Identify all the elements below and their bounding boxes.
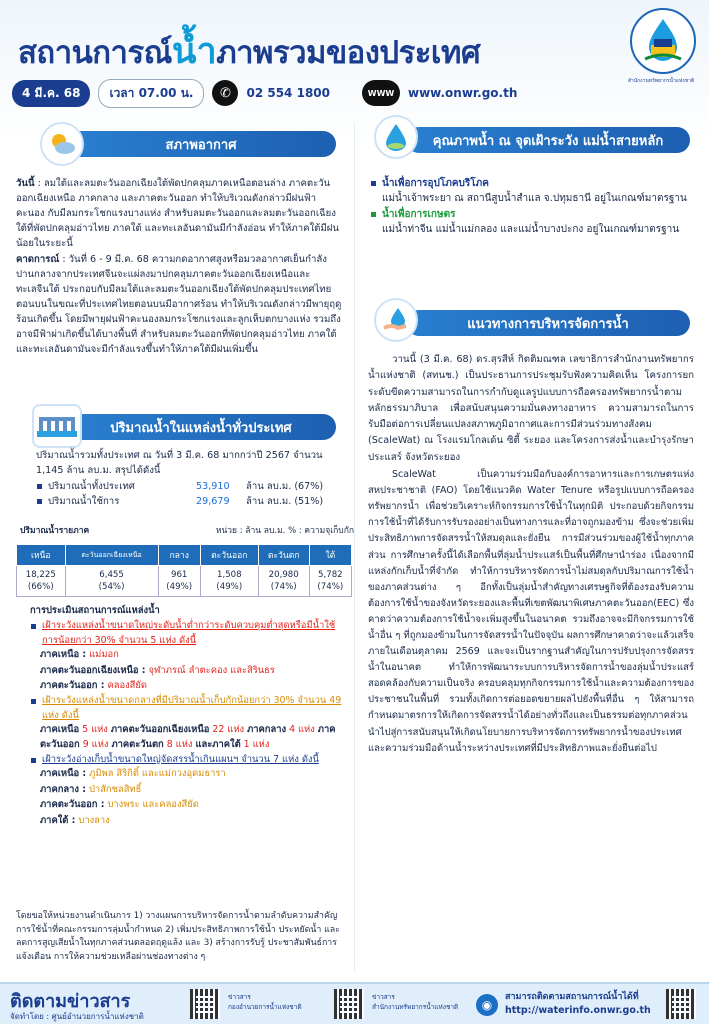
total-water-row xyxy=(36,479,352,494)
table-header: กลาง xyxy=(158,545,200,566)
region-count: 9 แห่ง xyxy=(82,738,109,750)
qr1-cap1: ข่าวสาร xyxy=(228,993,251,1001)
b2-title: น้ำเพื่อการเกษตร xyxy=(382,209,456,220)
usable-value: 29,679 xyxy=(196,496,230,507)
region-label: ภาคตะวันออก : xyxy=(40,680,105,692)
region-value: ภูมิพล สิริกิติ์ และแม่กวงอุดมธารา xyxy=(86,768,226,780)
region-value: ป่าสักชลสิทธิ์ xyxy=(86,783,142,795)
phone-number[interactable]: 02 554 1800 xyxy=(246,86,330,100)
table-cell xyxy=(200,566,258,597)
region-label: ภาคเหนือ xyxy=(40,724,80,736)
region-count: 8 แห่ง xyxy=(166,738,193,750)
total-value: 53,910 xyxy=(196,481,230,492)
management-para-1: วานนี้ (3 มี.ค. 68) ดร.สุรสีห์ กิตติมณฑล เลขาธิการสำนักงานทรัพยากรน้ำแห่งชาติ (สทนช.) เป็นประธานการประชุมรับฟังความคิดเห็น โครงการยกระดับขีดความสามารถในการกำกับดูแลรูปแบบการถือครองทรัพยากรน้ำตามหลักธรรมาภิบาล เพื่อสนับสนุนความมั่นคงทางอาหาร ความสามารถในการรับมือต่อการเปลี่ยนแปลงสภาพภูมิอากาศและการมีส่วนร่วมทางสังคม (ScaleWat) ณ โรงแรมโกลเด้น ซิตี้ ระยอง และโครงการส่งน้ำและบำรุงรักษาประแสร์ จังหวัดระยอง xyxy=(368,354,694,463)
region-label: ปริมาณน้ำรายภาค xyxy=(20,526,90,536)
hand-water-icon xyxy=(374,298,418,342)
qr-code-onwr[interactable] xyxy=(334,989,364,1019)
region-label: ภาคตะวันออก xyxy=(40,724,336,750)
reservoir-heading-label: ปริมาณน้ำในแหล่งน้ำทั่วประเทศ xyxy=(110,420,292,436)
weather-body xyxy=(16,176,344,358)
time-pill: เวลา 07.00 น. xyxy=(98,79,204,108)
date-pill: 4 มี.ค. 68 xyxy=(12,80,90,107)
region-caption xyxy=(20,524,354,539)
website-link[interactable]: www.onwr.go.th xyxy=(408,86,518,100)
phone-icon: ✆ xyxy=(212,80,238,106)
unit-note: หน่วย : ล้าน ลบ.ม. % : ความจุเก็บกัก xyxy=(215,526,354,536)
item2-text: เฝ้าระวังแหล่งน้ำขนาดกลางที่มีปริมาณน้ำเก็บกักน้อยกว่า 30% จำนวน 49 แห่ง ดังนี้ xyxy=(42,695,342,721)
footer xyxy=(0,982,709,1024)
sun-cloud-icon xyxy=(40,122,84,166)
assessment-item-2 xyxy=(30,694,350,723)
region-label: ภาคตะวันออกเฉียงเหนือ xyxy=(110,724,210,736)
table-cell xyxy=(65,566,158,597)
region-label: ภาคเหนือ : xyxy=(40,649,87,661)
cell-percent: (74%) xyxy=(317,582,344,592)
region-label: ภาคตะวันตก xyxy=(111,738,164,750)
management-body xyxy=(368,352,694,758)
cell-value: 18,225 xyxy=(25,570,56,580)
qr1-cap2: กองอำนวยการน้ำแห่งชาติ xyxy=(228,1003,302,1011)
usable-label: ปริมาณน้ำใช้การ xyxy=(48,496,120,507)
header xyxy=(0,0,709,110)
b1-title: น้ำเพื่อการอุปโภคบริโภค xyxy=(382,178,489,189)
region-value: แม่มอก xyxy=(86,649,119,661)
follow-news: ติดตามข่าวสาร xyxy=(10,991,131,1012)
item3-text: เฝ้าระวังอ่างเก็บน้ำขนาดใหญ่จัดสรรน้ำเกินแผนฯ จำนวน 7 แห่ง ดังนี้ xyxy=(42,754,319,766)
management-heading-label: แนวทางการบริหารจัดการน้ำ xyxy=(467,316,629,332)
cell-value: 1,508 xyxy=(217,570,242,580)
table-cell xyxy=(309,566,351,597)
usable-water-row xyxy=(36,494,352,509)
cell-percent: (74%) xyxy=(270,582,297,592)
table-cell xyxy=(258,566,309,597)
www-icon: WWW xyxy=(362,80,400,106)
globe-icon: ◉ xyxy=(476,994,498,1016)
assessment-item-1 xyxy=(30,619,350,648)
table-cell xyxy=(158,566,200,597)
logo-caption: สำนักงานทรัพยากรน้ำแห่งชาติ xyxy=(627,78,695,84)
table-header: ใต้ xyxy=(309,545,351,566)
assessment-closing: โดยขอให้หน่วยงานดำเนินการ 1) วางแผนการบริหารจัดการน้ำตามลำดับความสำคัญการใช้น้ำที่คณะกรรมการลุ่มน้ำกำหนด 2) เพิ่มประสิทธิภาพการใช้น้ำ ประหยัดน้ำ และลดการสูญเสียน้ำในทุกภาคส่วนตลอดฤดูแล้ง และ 3) สร้างการรับรู้ ประชาสัมพันธ์การแจ้งเตือน การให้ความช่วยเหลือผ่านช่องทางต่าง ๆ xyxy=(16,911,340,962)
qr-code-waterinfo[interactable] xyxy=(666,989,696,1019)
table-header: ตะวันออกเฉียงเหนือ xyxy=(65,545,158,566)
today-text: : ลมใต้และลมตะวันออกเฉียงใต้พัดปกคลุมภาคเหนือตอนล่าง ภาคตะวันออกเฉียงเหนือ ภาคกลาง และภาคตะวันออก ทำให้บริเวณดังกล่าวมีฝนฟ้าคะนอง กับมีลมกระโชกแรงบางแห่ง สำหรับลมตะวันออกและลมตะวันออกเฉียงใต้ที่พัดปกคลุมอ่าวไทย ภาคใต้ และทะเลอันดามันมีกำลังอ่อน ทำให้ภาคใต้มีฝนน้อยในระยะนี้ xyxy=(16,178,339,249)
assessment-body xyxy=(30,604,350,829)
region-value: คลองสียัด xyxy=(104,680,147,692)
waterinfo-link[interactable]: http://waterinfo.onwr.go.th xyxy=(505,1005,651,1016)
cell-percent: (54%) xyxy=(98,582,125,592)
region-value: จุฬาภรณ์ ลำตะคอง และสิรินธร xyxy=(145,664,275,676)
column-divider xyxy=(354,122,355,972)
info-bar xyxy=(12,80,517,106)
region-count: 5 แห่ง xyxy=(82,724,108,736)
assessment-heading: การประเมินสถานการณ์แหล่งน้ำ xyxy=(30,605,160,616)
region-label: ภาคกลาง xyxy=(247,724,287,736)
management-heading xyxy=(406,310,690,336)
assessment-item-3 xyxy=(30,753,350,767)
total-label: ปริมาณน้ำทั้งประเทศ xyxy=(48,481,135,492)
region-count: 22 แห่ง xyxy=(212,724,245,736)
quality-item-consumption xyxy=(370,176,696,191)
reservoir-summary: ปริมาณน้ำรวมทั้งประเทศ ณ วันที่ 3 มี.ค. 68 มากกว่าปี 2567 จำนวน 1,145 ล้าน ลบ.ม. สรุปได้ดังนี้ xyxy=(36,450,323,476)
reservoir-body xyxy=(36,448,352,509)
table-header: ตะวันออก xyxy=(200,545,258,566)
water-drop-icon xyxy=(374,115,418,159)
usable-unit: ล้าน ลบ.ม. (51%) xyxy=(246,496,324,507)
region-label: ภาคตะวันออก : xyxy=(40,799,105,811)
region-value: บางพระ และคลองสียัด xyxy=(104,799,199,811)
item1-text: เฝ้าระวังแหล่งน้ำขนาดใหญ่ระดับน้ำต่ำกว่าระดับควบคุมต่ำสุดหรือมีน้ำใช้การน้อยกว่า 30% จำนวน 5 แห่ง ดังนี้ xyxy=(42,620,336,646)
table-header: เหนือ xyxy=(17,545,66,566)
region-label: ภาคเหนือ : xyxy=(40,768,87,780)
table-cell xyxy=(17,566,66,597)
item2-breakdown xyxy=(30,723,350,752)
today-label: วันนี้ xyxy=(16,178,35,189)
weather-heading-label: สภาพอากาศ xyxy=(165,137,237,153)
reservoir-heading xyxy=(66,414,336,440)
cell-percent: (49%) xyxy=(166,582,193,592)
forecast-label: คาดการณ์ xyxy=(16,254,60,265)
qr-code-nwcc[interactable] xyxy=(190,989,220,1019)
onwr-logo xyxy=(630,8,696,74)
total-unit: ล้าน ลบ.ม. (67%) xyxy=(246,481,324,492)
cell-value: 6,455 xyxy=(99,570,124,580)
table-header: ตะวันตก xyxy=(258,545,309,566)
b2-text: แม่น้ำท่าจีน แม่น้ำแม่กลอง และแม่น้ำบางปะกง อยู่ในเกณฑ์มาตรฐาน xyxy=(382,224,680,235)
weather-today xyxy=(16,176,344,251)
cell-percent: (66%) xyxy=(27,582,54,592)
quality-heading xyxy=(406,127,690,153)
weather-heading xyxy=(66,131,336,157)
region-label: ภาคกลาง : xyxy=(40,783,86,795)
forecast-text: : วันที่ 6 - 9 มี.ค. 68 ความกดอากาศสูงหรือมวลอากาศเย็นกำลังปานกลางจากประเทศจีนจะแผ่ลงมาปกคลุมภาคตะวันออกเฉียงเหนือและทะเลจีนใต้ ประกอบกับมีลมใต้และลมตะวันออกเฉียงใต้พัดปกคลุมประเทศไทยตอนบนในขณะที่ประเทศไทยตอนบนมีอากาศร้อน ทำให้บริเวณดังกล่าวมีพายุฤดูร้อนเกิดขึ้น โดยมีพายุฝนฟ้าคะนองลมกระโชกแรงและลูกเห็บตกบางแห่ง รวมถึงอาจมีฟ้าผ่าเกิดขึ้นได้บางพื้นที่ สำหรับลมตะวันออกที่พัดปกคลุมอ่าวไทย ภาคใต้ และทะเลอันดามันจะมีกำลังแรงขึ้นทำให้ภาคใต้มีฝนเพิ่มขึ้น xyxy=(16,254,342,355)
water-drop-logo-icon xyxy=(637,15,689,67)
qr2-caption xyxy=(372,992,472,1012)
quality-item-agriculture xyxy=(370,207,696,222)
table-header-row xyxy=(17,545,352,566)
b1-text: แม่น้ำเจ้าพระยา ณ สถานีสูบน้ำสำแล จ.ปทุมธานี อยู่ในเกณฑ์มาตรฐาน xyxy=(382,193,687,204)
region-label: ภาคใต้ : xyxy=(40,814,76,826)
management-para-2: ScaleWat เป็นความร่วมมือกับองค์การอาหารและการเกษตรแห่งสหประชาชาติ (FAO) โดยใช้แนวคิด Water Tenure หรือรูปแบบการถือครองทรัพยากรน้ำ เพื่อช่วยวิเคราะห์กิจกรรมการใช้น้ำในทุกมิติ ประกอบด้วยกิจกรรมการใช้น้ำที่ได้รับการรับรองอย่างเป็นทางการและที่อาจถูกมองข้าม ซึ่งจะช่วยเพิ่มประสิทธิภาพการจัดสรรน้ำให้สมดุลและยั่งยืน การมีส่วนร่วมของผู้ใช้น้ำทุกภาคส่วน การศึกษาครั้งนี้ได้เลือกพื้นที่ลุ่มน้ำประแสร์เป็นพื้นที่ศึกษานำร่อง เนื่องจากมีแหล่งกักเก็บน้ำที่จำกัด ทำให้การบริหารจัดการน้ำไม่สมดุลกับปริมาณการใช้น้ำของภาคส่วนต่าง ๆ อีกทั้งเป็นลุ่มน้ำสำคัญทางเศรษฐกิจที่ต้องรองรับความต้องการใช้น้ำของจังหวัดระยองและพื้นที่เขตพัฒนาพิเศษภาคตะวันออก(EEC) ซึ่งคาดว่าความต้องการใช้น้ำจะเพิ่มสูงขึ้นในอนาคต รวมถึงอาจจะมีกิจกรรมการใช้น้ำอื่น ๆ ที่ถูกมองข้ามในการจัดสรรน้ำในปัจจุบัน ผลการศึกษาคาดว่าจะแล้วเสร็จภายในเดือนตุลาคม 2569 และจะเป็นรากฐานสำคัญในการปรับปรุงการจัดสรรน้ำในอนาคต ทำให้การพัฒนาระบบการบริหารจัดการน้ำของลุ่มน้ำประแสร์สอดคล้องกับความเป็นจริง ครอบคลุมทุกกิจกรรมการใช้น้ำและความต้องการของประชาชนในพื้นที่ รวมทั้งเกิดการต่อยอดขยายผลไปยังพื้นที่อื่น ๆ ให้สามารถกำหนดมาตรการให้เกิดการจัดสรรน้ำได้อย่างทั่วถึงและเป็นธรรมต่อทุกภาคส่วน นำไปสู่การสนับสนุนให้เกิดนโยบายการบริหารจัดการทรัพยากรน้ำของประเทศและความร่วมมือด้านน้ำระหว่างประเทศที่มีประสิทธิภาพและยั่งยืนต่อไป xyxy=(368,469,694,754)
region-label: ภาคตะวันออกเฉียงเหนือ : xyxy=(40,664,146,676)
cell-value: 961 xyxy=(171,570,188,580)
region-label: และภาคใต้ xyxy=(195,738,241,750)
cell-value: 5,782 xyxy=(318,570,343,580)
cell-percent: (49%) xyxy=(216,582,243,592)
qr1-caption xyxy=(228,992,314,1012)
produced-by: จัดทำโดย : ศูนย์อำนวยการน้ำแห่งชาติ xyxy=(10,1012,144,1021)
region-water-table xyxy=(16,544,352,597)
weather-forecast xyxy=(16,252,344,357)
cell-value: 20,980 xyxy=(268,570,299,580)
track-label: สามารถติดตามสถานการณ์น้ำได้ที่ xyxy=(505,992,639,1002)
quality-heading-label: คุณภาพน้ำ ณ จุดเฝ้าระวัง แม่น้ำสายหลัก xyxy=(432,133,664,149)
region-value: บางลาง xyxy=(75,814,110,826)
table-row xyxy=(17,566,352,597)
qr2-cap2: สำนักงานทรัพยากรน้ำแห่งชาติ xyxy=(372,1003,459,1011)
page-title: สถานการณ์น้ำภาพรวมของประเทศ xyxy=(18,30,481,72)
dam-icon xyxy=(32,404,82,448)
qr2-cap1: ข่าวสาร xyxy=(372,993,395,1001)
quality-body xyxy=(370,176,696,238)
region-count: 4 แห่ง xyxy=(289,724,315,736)
region-count: 1 แห่ง xyxy=(243,738,270,750)
